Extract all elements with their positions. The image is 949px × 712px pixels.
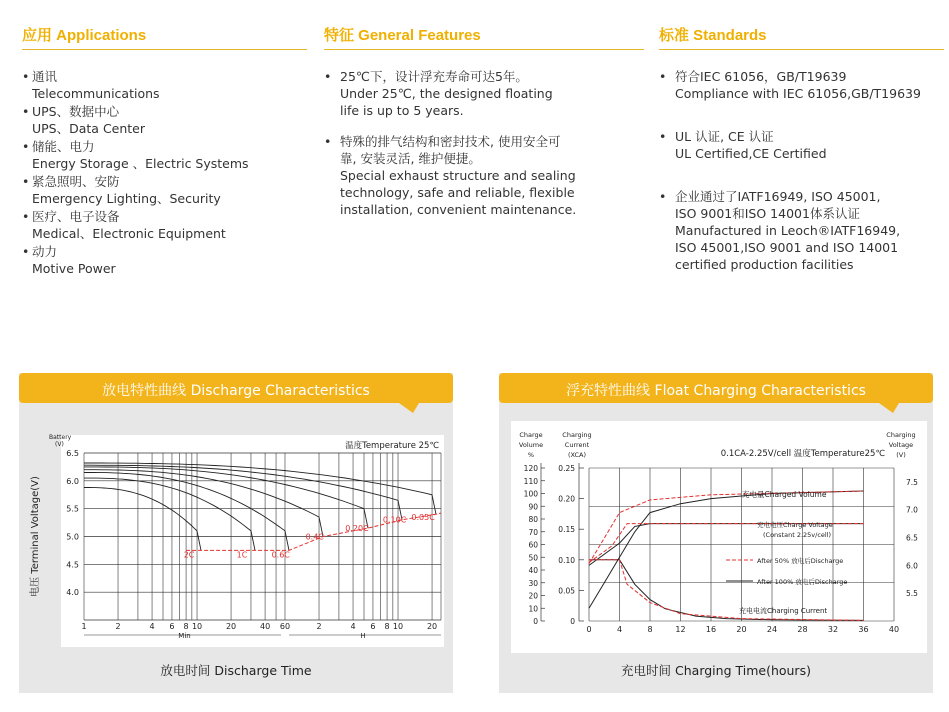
y-axis-top-label: (V) — [55, 441, 64, 448]
standards-list — [659, 68, 944, 273]
x-tick-label: 24 — [766, 625, 778, 634]
list-item: • UPS、数据中心 UPS、Data Center — [22, 104, 146, 136]
list-item: • 特殊的排气结构和密封技术, 使用安全可 靠, 安装灵活, 维护便捷。 Special exhaust structure and sealing technology, safe and reliable, flexible installation, convenient maintenance. — [324, 134, 577, 217]
y-axis-top-label: Battery — [49, 434, 72, 441]
y-tick-label: 4.5 — [66, 560, 79, 570]
y2-tick-label: 0 — [570, 617, 575, 626]
annotation: 充电电流Charging Current — [739, 607, 828, 615]
chart-title: 温度Temperature 25℃ — [345, 441, 439, 451]
x-tick-label: 4 — [149, 622, 155, 631]
y-tick-label: 5.0 — [66, 532, 79, 542]
y2-tick-label: 0.25 — [558, 464, 575, 473]
features-heading: 特征 General Features — [324, 27, 481, 44]
discharge-x-title: 放电时间 Discharge Time — [160, 663, 312, 678]
list-item: • 25℃下，设计浮充寿命可达5年。 Under 25℃, the designed floating life is up to 5 years. — [324, 69, 553, 118]
x-tick-label: 36 — [858, 625, 869, 634]
y1-tick-label: 100 — [523, 489, 538, 499]
y-tick-label: 6.5 — [66, 449, 79, 458]
y-axis-title: 电压 Terminal Voltage(V) — [30, 476, 41, 597]
y2-axis-label: Charging — [562, 431, 592, 439]
x-tick-label: 60 — [279, 622, 291, 631]
cutoff-label: 0.10C — [382, 515, 407, 525]
y1-tick-label: 120 — [523, 464, 538, 473]
cutoff-label: 0.05C — [411, 512, 435, 522]
discharge-chart — [19, 373, 453, 693]
x-tick-label: 2 — [115, 622, 121, 631]
x-tick-label: 4 — [350, 622, 356, 631]
x-unit-min: Min — [178, 632, 191, 640]
applications-heading: 应用 Applications — [22, 27, 147, 44]
x-tick-label: 20 — [426, 622, 438, 631]
list-item: • 动力 Motive Power — [22, 244, 116, 276]
cutoff-label: 0.20C — [345, 523, 369, 533]
y3-axis-label: (V) — [896, 451, 906, 459]
discharge-panel — [19, 373, 453, 693]
cutoff-label: 1C — [236, 550, 248, 560]
y3-tick-label: 5.5 — [906, 589, 918, 599]
legend-label: After 100% 放电后Discharge — [757, 578, 848, 586]
list-item: • 紧急照明、安防 Emergency Lighting、Security — [22, 174, 221, 206]
annotation: 充电量Charged Volume — [742, 490, 827, 499]
y1-axis-label: Volume — [518, 441, 544, 449]
applications-rule — [22, 49, 307, 50]
float-chart — [499, 373, 933, 693]
annotation: 充电电压Charge Voltage — [757, 521, 833, 529]
y3-axis-label: Voltage — [888, 441, 914, 449]
float-panel — [499, 373, 933, 693]
x-tick-label: 32 — [827, 625, 839, 634]
float-banner: 浮充特性曲线 Float Charging Characteristics — [499, 373, 933, 403]
list-item: • UL 认证, CE 认证 UL Certified,CE Certified — [659, 129, 827, 161]
y1-tick-label: 60 — [528, 540, 538, 550]
y2-tick-label: 0.15 — [558, 525, 575, 535]
x-tick-label: 10 — [191, 622, 203, 631]
list-item: • 储能、电力 Energy Storage 、Electric Systems — [22, 139, 249, 171]
y-tick-label: 4.0 — [66, 588, 79, 598]
features-section — [324, 24, 644, 232]
x-tick-label: 4 — [616, 625, 623, 634]
x-tick-label: 10 — [392, 622, 404, 631]
x-tick-label: 16 — [705, 625, 717, 634]
y1-axis-label: Charge — [519, 431, 543, 439]
y3-tick-label: 7.5 — [906, 477, 918, 487]
x-tick-label: 0 — [586, 625, 592, 634]
y3-axis-label: Charging — [886, 431, 916, 439]
x-tick-label: 20 — [225, 622, 237, 631]
x-tick-label: 2 — [316, 622, 322, 631]
discharge-banner: 放电特性曲线 Discharge Characteristics — [19, 373, 453, 403]
y2-axis-label: (XCA) — [567, 451, 587, 459]
x-tick-label: 8 — [384, 622, 390, 631]
x-tick-label: 40 — [259, 622, 271, 631]
y2-axis-label: Current — [564, 441, 590, 449]
x-tick-label: 6 — [370, 622, 376, 631]
legend-label: After 50% 放电后Discharge — [757, 557, 844, 565]
applications-section — [22, 24, 307, 278]
x-tick-label: 28 — [797, 625, 808, 634]
y2-tick-label: 0.10 — [558, 555, 575, 565]
x-tick-label: 40 — [888, 625, 900, 634]
x-unit-h: H — [360, 632, 366, 640]
cutoff-label: 2C — [183, 550, 195, 560]
standards-section — [659, 24, 944, 299]
list-item: • 医疗、电子设备 Medical、Electronic Equipment — [22, 209, 226, 241]
y-tick-label: 5.5 — [66, 504, 79, 514]
y-tick-label: 6.0 — [66, 476, 79, 486]
x-tick-label: 8 — [647, 625, 653, 634]
x-tick-label: 20 — [736, 625, 747, 634]
annotation: (Constant 2.25v/cell) — [763, 531, 832, 539]
list-item: • 企业通过了IATF16949, ISO 45001, ISO 9001和ISO 14001体系认证 Manufactured in Leoch®IATF16949, ISO 45001,ISO 9001 and ISO 14001 certified production facilities — [659, 189, 901, 272]
y3-tick-label: 6.5 — [906, 533, 918, 543]
y3-tick-label: 6.0 — [906, 561, 918, 571]
features-list — [324, 68, 644, 218]
standards-heading: 标准 Standards — [659, 27, 767, 44]
y3-tick-label: 7.0 — [906, 505, 918, 515]
y1-tick-label: 40 — [528, 566, 538, 575]
float-x-title: 充电时间 Charging Time(hours) — [621, 663, 811, 678]
y2-tick-label: 0.20 — [558, 494, 575, 504]
y1-tick-label: 0 — [533, 617, 538, 626]
y1-axis-label: % — [527, 451, 535, 459]
x-tick-label: 8 — [183, 622, 189, 631]
y1-tick-label: 50 — [528, 553, 538, 563]
list-item: • 符合IEC 61056，GB/T19639 Compliance with IEC 61056,GB/T19639 — [659, 69, 921, 101]
y1-tick-label: 20 — [528, 591, 538, 601]
cutoff-label: 0.4C — [305, 532, 324, 542]
y1-tick-label: 80 — [528, 515, 538, 524]
y1-tick-label: 90 — [528, 502, 538, 512]
chart-title: 0.1CA-2.25V/cell 温度Temperature25℃ — [720, 449, 885, 459]
standards-rule — [659, 49, 944, 50]
features-rule — [324, 49, 644, 50]
x-tick-label: 12 — [675, 625, 686, 634]
y1-tick-label: 70 — [528, 527, 538, 537]
list-item: • 通讯 Telecommunications — [22, 69, 160, 101]
x-tick-label: 6 — [169, 622, 175, 631]
y1-tick-label: 10 — [528, 604, 538, 614]
y1-tick-label: 110 — [523, 476, 538, 486]
y2-tick-label: 0.05 — [558, 586, 575, 596]
y1-tick-label: 30 — [528, 578, 538, 588]
cutoff-label: 0.6C — [271, 550, 290, 560]
applications-list — [22, 68, 307, 277]
x-tick-label: 1 — [81, 622, 87, 631]
